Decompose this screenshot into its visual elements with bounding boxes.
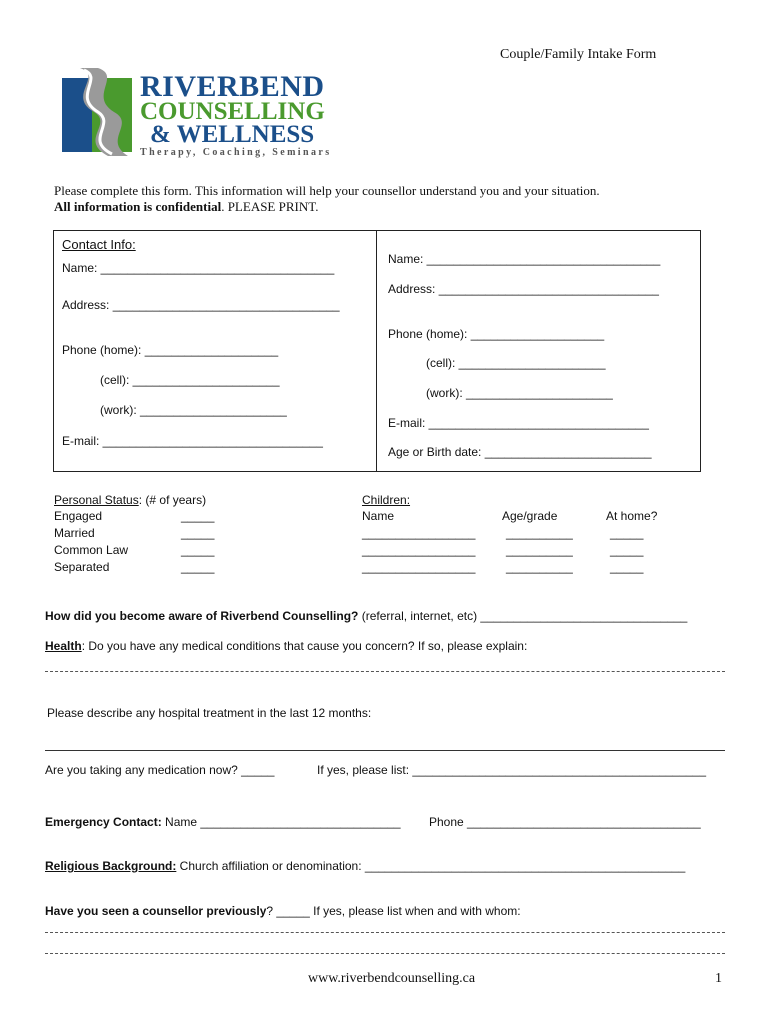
logo-icon xyxy=(58,66,140,158)
left-email-field[interactable]: E-mail: _________________________________ xyxy=(62,434,323,448)
personal-status-heading xyxy=(54,493,206,507)
left-name-field[interactable]: Name: ___________________________________ xyxy=(62,261,335,275)
child-2-age[interactable]: __________ xyxy=(506,543,573,557)
medication-list-field[interactable]: If yes, please list: ____________________________________________ xyxy=(317,763,707,777)
children-heading: Children: xyxy=(362,493,411,507)
intro-confidential: All information is confidential xyxy=(54,199,222,214)
right-name-field[interactable]: Name: ___________________________________ xyxy=(388,252,661,266)
contact-heading: Contact Info: xyxy=(62,237,136,252)
counsellor-answer-line-2[interactable] xyxy=(45,953,725,954)
child-1-name[interactable]: _________________ xyxy=(362,526,476,540)
religious-background xyxy=(45,859,685,873)
intro-please-print: . PLEASE PRINT. xyxy=(221,199,319,214)
health-question-text: : Do you have any medical conditions that cause you concern? If so, please explain: xyxy=(81,639,528,653)
children-col-home: At home? xyxy=(606,509,658,523)
aware-question-field[interactable]: (referral, internet, etc) _______________________________ xyxy=(358,609,688,623)
counsellor-question-bold: Have you seen a counsellor previously xyxy=(45,904,267,918)
child-2-name[interactable]: _________________ xyxy=(362,543,476,557)
status-engaged-blank[interactable]: _____ xyxy=(181,509,215,523)
logo-line-1: RIVERBEND xyxy=(140,70,325,103)
emergency-phone-field[interactable]: Phone ___________________________________ xyxy=(429,815,701,829)
emergency-contact xyxy=(45,815,401,829)
logo xyxy=(58,66,348,161)
right-email-field[interactable]: E-mail: _________________________________ xyxy=(388,416,649,430)
right-phone-home-field[interactable]: Phone (home): ____________________ xyxy=(388,327,605,341)
form-title: Couple/Family Intake Form xyxy=(500,47,657,62)
right-work-field[interactable]: (work): ______________________ xyxy=(426,386,613,400)
emergency-name-field[interactable]: Name ______________________________ xyxy=(161,815,401,829)
counsellor-question xyxy=(45,904,521,918)
aware-question-bold: How did you become aware of Riverbend Counselling? xyxy=(45,609,359,623)
status-common-law-blank[interactable]: _____ xyxy=(181,543,215,557)
status-married: Married xyxy=(54,526,95,540)
status-separated: Separated xyxy=(54,560,110,574)
health-question xyxy=(45,639,527,653)
counsellor-answer-line-1[interactable] xyxy=(45,932,725,933)
right-address-field[interactable]: Address: _________________________________ xyxy=(388,282,659,296)
left-address-field[interactable]: Address: __________________________________ xyxy=(62,298,340,312)
child-2-home[interactable]: _____ xyxy=(610,543,644,557)
left-work-field[interactable]: (work): ______________________ xyxy=(100,403,287,417)
child-1-home[interactable]: _____ xyxy=(610,526,644,540)
left-phone-home-field[interactable]: Phone (home): ____________________ xyxy=(62,343,279,357)
child-3-age[interactable]: __________ xyxy=(506,560,573,574)
religious-field[interactable]: Church affiliation or denomination: ________________________________________________ xyxy=(176,859,686,873)
health-label: Health xyxy=(45,639,82,653)
health-answer-line[interactable] xyxy=(45,671,725,672)
child-3-home[interactable]: _____ xyxy=(610,560,644,574)
status-separated-blank[interactable]: _____ xyxy=(181,560,215,574)
personal-status-years: : (# of years) xyxy=(138,493,207,507)
medication-question[interactable]: Are you taking any medication now? _____ xyxy=(45,763,275,777)
status-married-blank[interactable]: _____ xyxy=(181,526,215,540)
counsellor-question-rest[interactable]: ? _____ If yes, please list when and with whom: xyxy=(266,904,521,918)
emergency-contact-label: Emergency Contact: xyxy=(45,815,162,829)
personal-status-label: Personal Status xyxy=(54,493,139,507)
intro-line-2 xyxy=(54,199,318,215)
children-col-name: Name xyxy=(362,509,395,523)
hospital-answer-line[interactable] xyxy=(45,750,725,751)
status-engaged: Engaged xyxy=(54,509,103,523)
logo-tagline: Therapy, Coaching, Seminars xyxy=(140,147,332,158)
child-1-age[interactable]: __________ xyxy=(506,526,573,540)
child-3-name[interactable]: _________________ xyxy=(362,560,476,574)
aware-question xyxy=(45,609,687,623)
right-cell-field[interactable]: (cell): ______________________ xyxy=(426,356,606,370)
religious-label: Religious Background: xyxy=(45,859,177,873)
footer-website: www.riverbendcounselling.ca xyxy=(308,971,476,986)
logo-line-2: COUNSELLING xyxy=(140,98,325,125)
page-number: 1 xyxy=(715,971,722,986)
children-col-age: Age/grade xyxy=(502,509,558,523)
right-age-field[interactable]: Age or Birth date: _________________________ xyxy=(388,445,652,459)
logo-line-3: & WELLNESS xyxy=(150,121,315,148)
contact-divider xyxy=(376,230,377,471)
intro-line-1: Please complete this form. This information will help your counsellor understand you and your situation. xyxy=(54,183,600,198)
left-cell-field[interactable]: (cell): ______________________ xyxy=(100,373,280,387)
status-common-law: Common Law xyxy=(54,543,129,557)
hospital-question: Please describe any hospital treatment in the last 12 months: xyxy=(47,706,372,720)
